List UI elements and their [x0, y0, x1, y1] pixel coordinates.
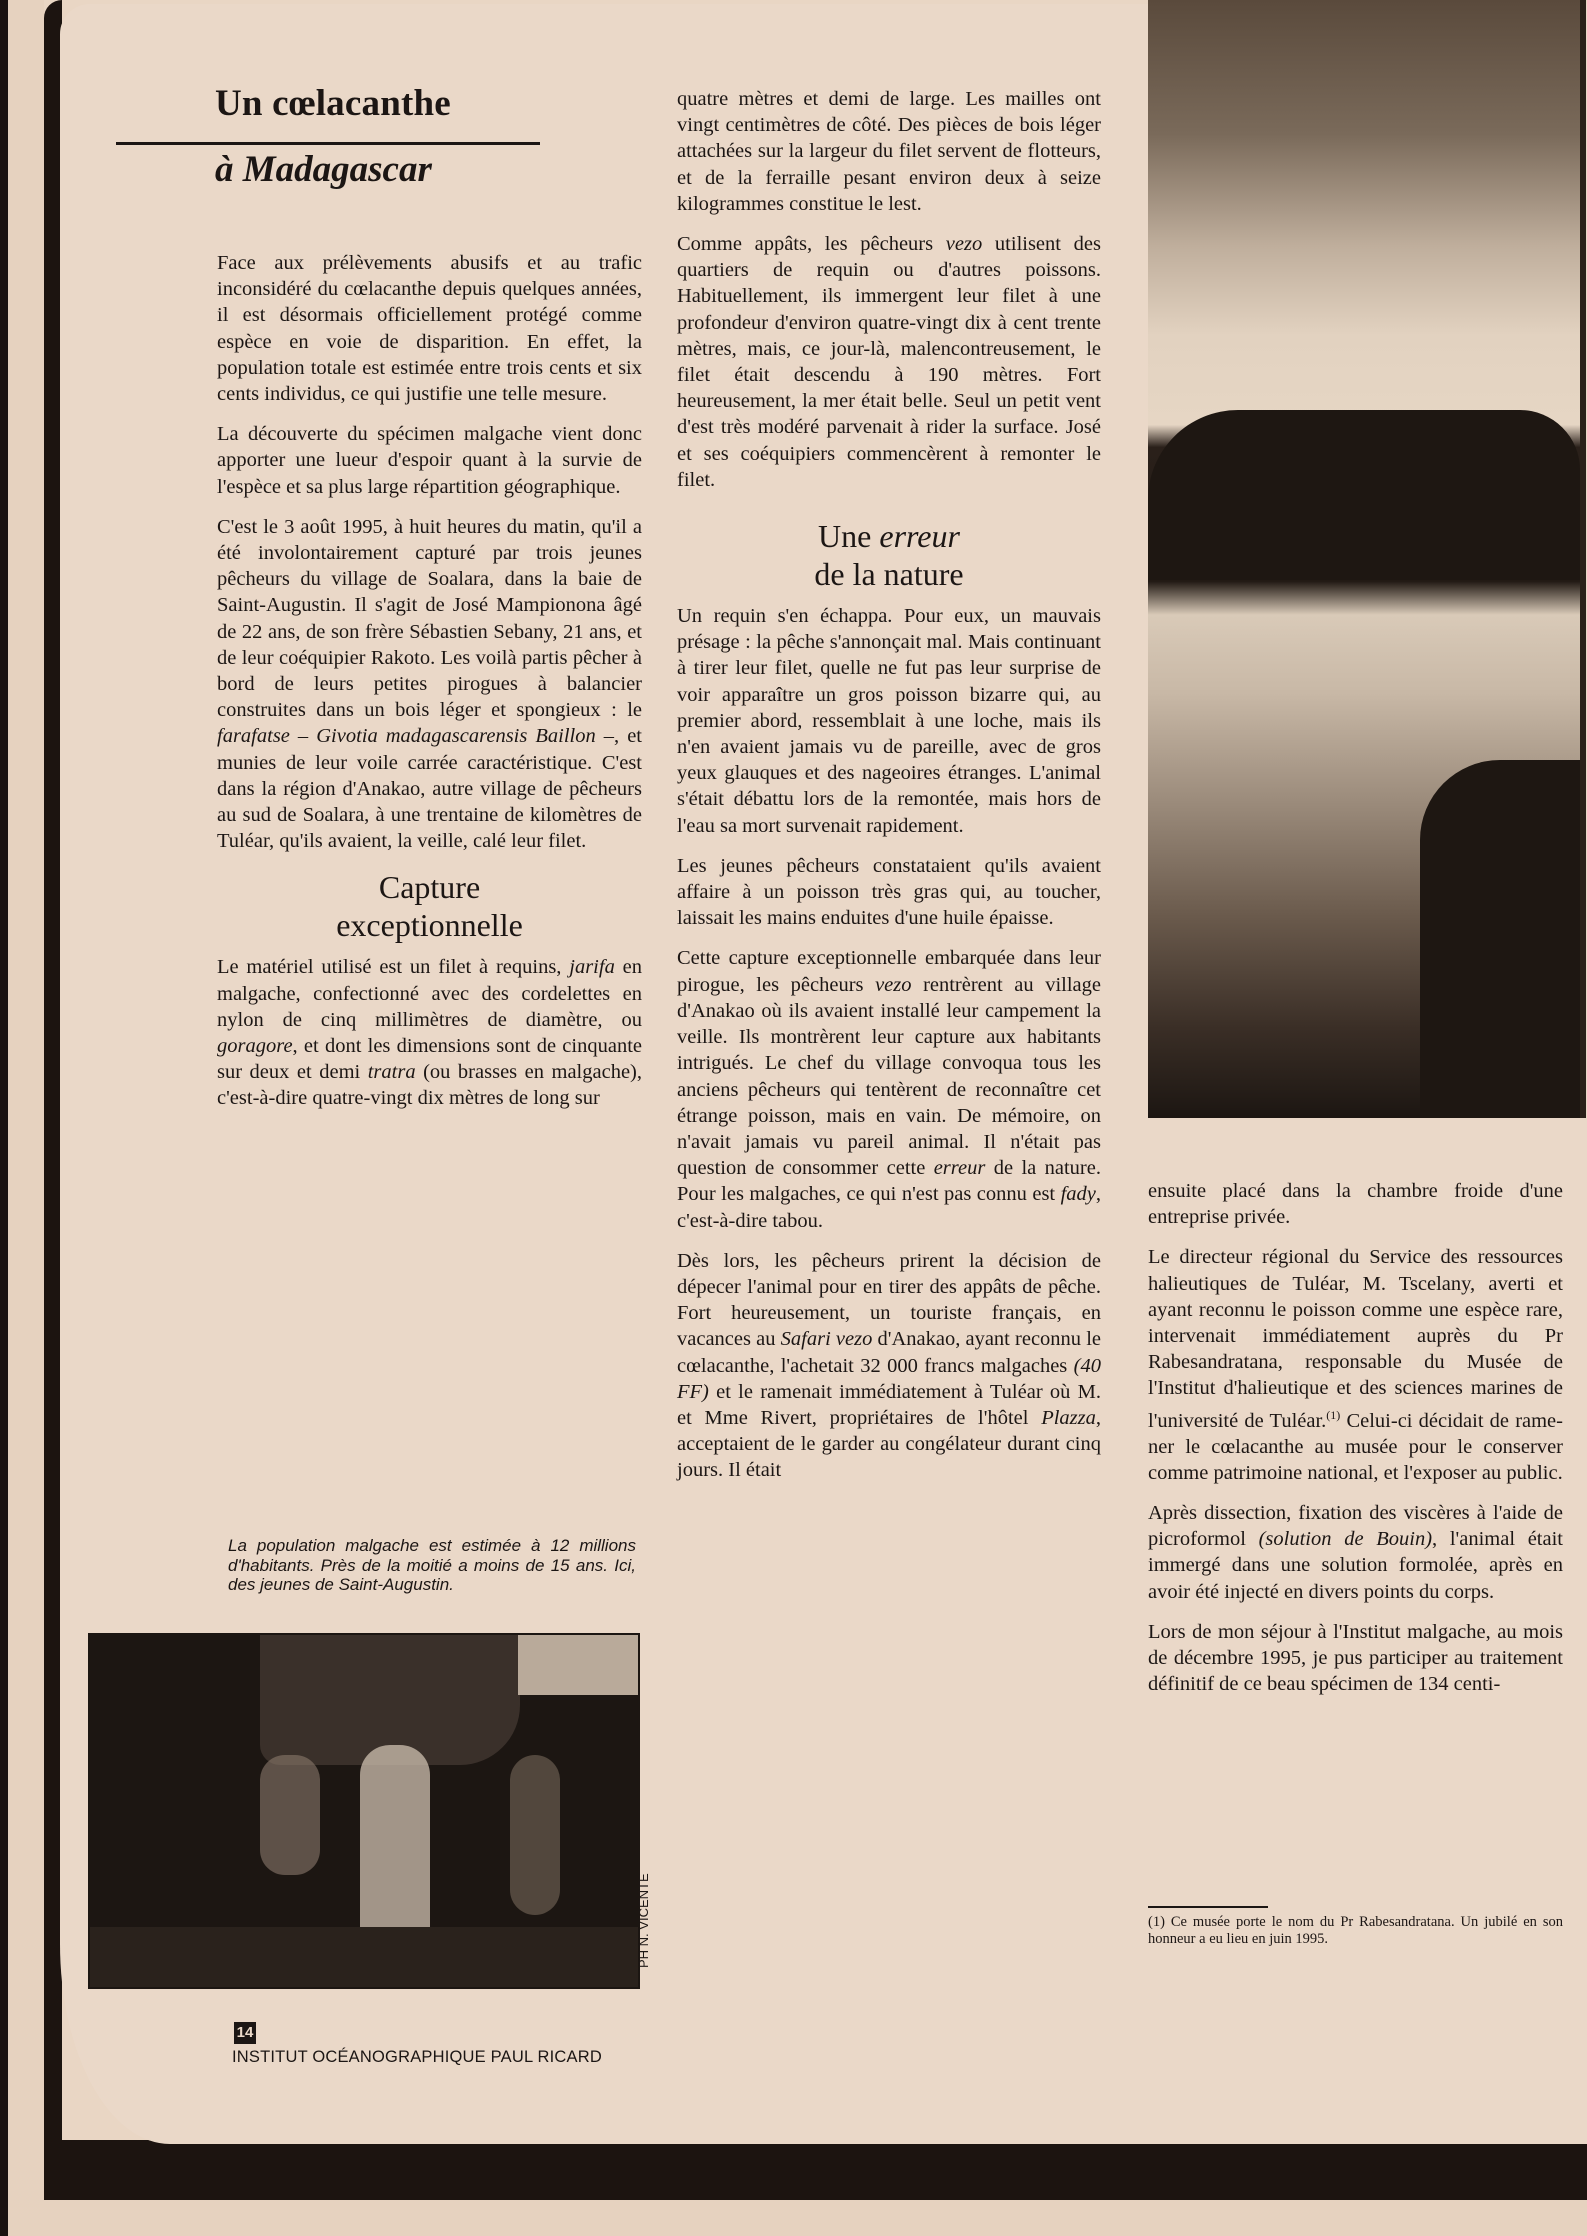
paragraph: Cette capture exceptionnelle embarquée dans leur pirogue, les pêcheurs vezo rentrèrent au village d'Anakao où ils avaient installé leur campement la veille. Ils montrèrent leur capture aux habitants intrigués. Le chef du village convoqua tous les anciens pêcheurs qui tentèrent de reconnaître cet étrange poisson, mais en vain. De mémoire, on n'avait jamais vu pareil animal. Il n'était pas question de consommer cette erreur de la nature. Pour les malgaches, ce qui n'est pas connu est fady, c'est-à-dire tabou.: [677, 947, 1101, 1232]
photo-children-saint-augustin: [88, 1633, 640, 1989]
paragraph: Après dissection, fixation des viscères à l'aide de picroformol (solution de Bouin), l'animal était immergé dans une solution formolée, après en avoir été injecté en divers points du corps.: [1148, 1502, 1563, 1603]
scan-margin: [8, 0, 44, 2236]
photo-figure: [360, 1745, 430, 1935]
footnote-rule: [1148, 1906, 1268, 1908]
photo-sky: [518, 1635, 638, 1695]
photo-ground: [90, 1927, 638, 1987]
footnote-ref: (1): [1326, 1407, 1341, 1422]
paragraph: Le directeur régional du Service des ressources halieutiques de Tuléar, M. Tscelany, averti et ayant reconnu le poisson comme une espèce rare, intervenait immédiatement auprès du Pr Rabesandratana, responsable du Musée de l'Institut d'halieutique et des sciences marines de l'université de Tuléar.$^{(1)}$ Celui-ci décidait de ramener le cœlacanthe au musée pour le conserver comme patrimoine national, et l'exposer au public.: [1148, 1246, 1563, 1484]
photo-figure: [510, 1755, 560, 1915]
photo-shore: [1420, 760, 1580, 1118]
photo-figure: [260, 1755, 320, 1875]
paragraph: Le matériel utilisé est un filet à requins, jarifa en malgache, confectionné avec des cordelettes en nylon de cinq millimètres de diamètre, ou goragore, et dont les dimensions sont de cinquante sur deux et demi tratra (ou brasses en malgache), c'est-à-dire quatre-vingt dix mètres de long sur: [217, 956, 642, 1110]
paragraph: Lors de mon séjour à l'Institut malgache, au mois de décembre 1995, je pus participer au traitement définitif de ce beau spécimen de 134 centi-: [1148, 1620, 1563, 1696]
paragraph: ensuite placé dans la chambre froide d'une entreprise privée.: [1148, 1180, 1563, 1229]
paragraph: Comme appâts, les pêcheurs vezo utilisent des quartiers de requin ou d'autres poissons. Habituellement, ils immergent leur filet à une profondeur d'environ quatre-vingt dix à cent trente mètres, mais, ce jour-là, malencontreusement, le filet était descendu à 190 mètres. Fort heureusement, la mer était belle. Seul un petit vent d'est très modéré parvenait à rider la surface. José et ses coéquipiers commencèrent à remonter le filet.: [677, 233, 1101, 491]
paragraph: Un requin s'en échappa. Pour eux, un mauvais présage : la pêche s'annonçait mal. Mais continuant à tirer leur filet, quelle ne fut pas leur surprise de voir apparaître un gros poisson bizarre qui, au premier abord, ressemblait à une loche, mais ils n'en avaient jamais vu de pareille, avec de gros yeux glauques et des nageoires étranges. L'animal s'était débattu lors de la remontée, mais hors de l'eau sa mort survenait rapidement.: [677, 605, 1101, 837]
photo-caption: La population malgache est estimée à 12 millions d'habitants. Près de la moitié a moins de 15 ans. Ici, des jeunes de Saint-Augustin.: [228, 1536, 636, 1594]
column-1: [217, 250, 642, 1126]
photo-beach-landscape: [1148, 0, 1586, 1118]
paragraph: Dès lors, les pêcheurs prirent la décision de dépecer l'animal pour en tirer des appâts de pêche. Fort heureusement, un touriste français, en vacances au Safari vezo d'Anakao, ayant reconnu le cœlacanthe, l'achetait 32 000 francs malgaches (40 FF) et le ramenait immédiatement à Tuléar où M. et Mme Rivert, propriétaires de l'hôtel Plazza, acceptaient de le garder au congélateur durant cinq jours. Il était: [677, 1249, 1101, 1482]
section-heading-capture: Capture exceptionnelle: [336, 869, 523, 944]
article-subtitle: à Madagascar: [215, 149, 432, 190]
page-bottom-shadow: [44, 2140, 1587, 2200]
paragraph: C'est le 3 août 1995, à huit heures du matin, qu'il a été involontairement capturé par trois jeunes pêcheurs du village de Soalara, dans la baie de Saint-Augustin. Il s'agit de José Mampionona âgé de 22 ans, de son frère Sébastien Sebany, 21 ans, et de leur coéquipier Rakoto. Les voilà partis pêcher à bord de leurs petites pirogues à balancier construites dans un bois léger et spongieux : le farafatse – Givotia madagascarensis Baillon –, et munies de leur voile carrée caractéristique. C'est dans la région d'Anakao, autre village de pêcheurs au sud de Soalara, à une trentaine de kilomètres de Tuléar, qu'ils avaient, la veille, calé leur filet.: [217, 515, 642, 853]
article-title: Un cœlacanthe: [215, 83, 451, 124]
footnote: (1) Ce musée porte le nom du Pr Rabesandratana. Un jubilé en son honneur a eu lieu en juin 1995.: [1148, 1914, 1563, 1947]
column-3: [1148, 1178, 1563, 1711]
paragraph: La découverte du spécimen malgache vient donc apporter une lueur d'espoir quant à la survie de l'espèce et sa plus large répartition géographique.: [217, 423, 642, 498]
paragraph: Face aux prélèvements abusifs et au trafic inconsidéré du cœlacanthe depuis quelques années, il est désormais officiellement protégé comme espèce en voie de disparition. En effet, la population totale est estimée entre trois cents et six cents individus, ce qui justifie une telle mesure.: [217, 252, 642, 406]
publisher-name: INSTITUT OCÉANOGRAPHIQUE PAUL RICARD: [232, 2048, 602, 2066]
scan-bottom-margin: [8, 2200, 1587, 2236]
photo-trees: [1148, 410, 1580, 580]
photo-credit: PH N. VICENTE: [636, 1873, 651, 1968]
column-2: [677, 86, 1101, 1498]
page-number: 14: [234, 2022, 256, 2044]
paragraph: Les jeunes pêcheurs constataient qu'ils avaient affaire à un poisson très gras qui, au toucher, laissait les mains enduites d'une huile épaisse.: [677, 854, 1101, 930]
scan-edge: [0, 0, 8, 2236]
title-rule: [116, 142, 540, 145]
section-heading-erreur: Une erreur de la nature: [814, 518, 964, 593]
paragraph: quatre mètres et demi de large. Les mailles ont vingt centimètres de côté. Des pièces de bois léger attachées sur la largeur du filet servent de flotteurs, et de la ferraille pesant environ deux à seize kilogrammes constitue le lest.: [677, 88, 1101, 215]
